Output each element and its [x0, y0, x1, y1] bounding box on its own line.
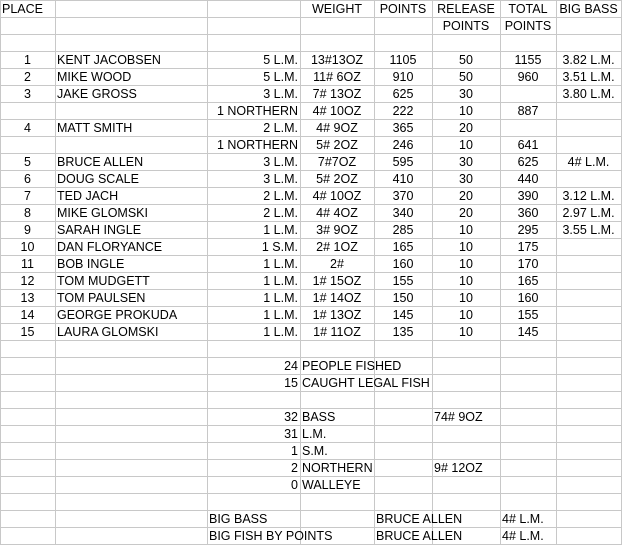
place-cell: 15 [20, 325, 35, 339]
big-bass-cell [556, 324, 621, 341]
release-points-cell: 50 [459, 53, 473, 67]
summary-label-cell: CAUGHT LEGAL FISH [302, 376, 430, 390]
release-points-cell: 10 [459, 308, 473, 322]
angler-name-cell: DOUG SCALE [57, 172, 139, 186]
big-bass-cell: 3.82 L.M. [562, 53, 615, 67]
summary-extra-cell [432, 426, 556, 443]
summary-extra-cell [432, 392, 556, 409]
points-cell: 222 [392, 104, 414, 118]
points-cell: 595 [392, 155, 414, 169]
points-cell: 410 [392, 172, 414, 186]
catch-cell: 1 L.M. [263, 223, 298, 237]
big-bass-cell [556, 273, 621, 290]
total-points-cell: 1155 [514, 53, 542, 67]
total-points-cell: 440 [517, 172, 539, 186]
points-cell: 370 [392, 189, 414, 203]
angler-name-cell: DAN FLORYANCE [57, 240, 163, 254]
summary-extra-cell [432, 375, 556, 392]
release-points-cell: 50 [459, 70, 473, 84]
weight-cell: 1# 14OZ [312, 291, 362, 305]
award-detail-cell: 4# L.M. [502, 512, 544, 526]
angler-name-cell: KENT JACOBSEN [57, 53, 161, 67]
catch-cell: 1 L.M. [263, 325, 298, 339]
points-cell: 910 [392, 70, 414, 84]
catch-cell: 2 L.M. [263, 121, 298, 135]
angler-name-cell: GEORGE PROKUDA [57, 308, 178, 322]
big-bass-cell [556, 239, 621, 256]
points-cell: 625 [392, 87, 414, 101]
award-detail-cell: 4# L.M. [502, 529, 544, 543]
big-bass-cell: 3.12 L.M. [562, 189, 615, 203]
summary-count-cell: 32 [284, 410, 298, 424]
header-place: PLACE [2, 2, 43, 16]
release-points-cell: 10 [459, 291, 473, 305]
angler-name-cell: TOM MUDGETT [57, 274, 150, 288]
catch-cell: 2 L.M. [263, 189, 298, 203]
weight-cell: 4# 4OZ [316, 206, 358, 220]
header-weight: WEIGHT [312, 2, 362, 16]
header-points: POINTS [379, 2, 427, 16]
place-cell: 3 [24, 87, 31, 101]
big-bass-cell [556, 256, 621, 273]
header-total-points: POINTS [504, 19, 552, 33]
angler-name-cell: MIKE GLOMSKI [57, 206, 148, 220]
weight-cell: 7#7OZ [317, 155, 357, 169]
weight-cell: 1# 15OZ [312, 274, 362, 288]
summary-label-cell: NORTHERN [302, 461, 373, 475]
place-cell: 4 [24, 121, 31, 135]
summary-extra-cell [432, 477, 556, 494]
catch-cell: 1 L.M. [263, 291, 298, 305]
weight-cell: 4# 10OZ [312, 104, 362, 118]
weight-cell: 4# 9OZ [316, 121, 358, 135]
total-points-cell [500, 86, 556, 103]
big-bass-cell [556, 137, 621, 154]
weight-cell: 2# [330, 257, 344, 271]
place-cell: 10 [20, 240, 35, 254]
catch-cell: 1 L.M. [263, 308, 298, 322]
points-cell: 150 [392, 291, 414, 305]
place-cell [0, 103, 55, 120]
header-big-bass: BIG BASS [559, 2, 618, 16]
points-cell: 285 [392, 223, 414, 237]
header-total: TOTAL [508, 2, 548, 16]
summary-count-cell: 24 [284, 359, 298, 373]
release-points-cell: 10 [459, 240, 473, 254]
catch-cell: 1 S.M. [261, 240, 298, 254]
summary-label-cell: S.M. [302, 444, 328, 458]
big-bass-cell: 4# L.M. [567, 155, 610, 169]
release-points-cell: 10 [459, 274, 473, 288]
place-cell: 5 [24, 155, 31, 169]
big-bass-cell [556, 171, 621, 188]
angler-name-cell: LAURA GLOMSKI [57, 325, 159, 339]
total-points-cell: 145 [517, 325, 539, 339]
big-bass-cell [556, 120, 621, 137]
big-bass-cell: 3.55 L.M. [562, 223, 615, 237]
total-points-cell: 360 [517, 206, 539, 220]
summary-label-cell: WALLEYE [302, 478, 361, 492]
place-cell: 13 [20, 291, 35, 305]
points-cell: 160 [392, 257, 414, 271]
points-cell: 365 [392, 121, 414, 135]
big-bass-cell [556, 290, 621, 307]
total-points-cell: 175 [517, 240, 539, 254]
weight-cell: 3# 9OZ [316, 223, 358, 237]
release-points-cell: 10 [459, 104, 473, 118]
award-winner-cell: BRUCE ALLEN [376, 529, 463, 543]
total-points-cell: 960 [517, 70, 539, 84]
award-winner-cell: BRUCE ALLEN [376, 512, 463, 526]
weight-cell: 2# 1OZ [316, 240, 358, 254]
catch-cell: 5 L.M. [263, 53, 298, 67]
summary-extra-cell: 74# 9OZ [434, 410, 483, 424]
angler-name-cell: SARAH INGLE [57, 223, 142, 237]
place-cell: 8 [24, 206, 31, 220]
summary-count-cell: 15 [284, 376, 298, 390]
angler-name-cell [55, 103, 207, 120]
angler-name-cell: JAKE GROSS [57, 87, 137, 101]
weight-cell: 4# 10OZ [312, 189, 362, 203]
place-cell [0, 137, 55, 154]
release-points-cell: 30 [459, 87, 473, 101]
release-points-cell: 20 [459, 189, 473, 203]
total-points-cell: 390 [517, 189, 539, 203]
points-cell: 246 [392, 138, 414, 152]
total-points-cell: 641 [517, 138, 539, 152]
release-points-cell: 30 [459, 155, 473, 169]
angler-name-cell: TOM PAULSEN [57, 291, 146, 305]
place-cell: 7 [24, 189, 31, 203]
summary-count-cell: 1 [291, 444, 298, 458]
angler-name-cell: TED JACH [57, 189, 119, 203]
release-points-cell: 10 [459, 138, 473, 152]
angler-name-cell: BRUCE ALLEN [57, 155, 144, 169]
angler-name-cell [55, 137, 207, 154]
summary-label-cell: PEOPLE FISHED [302, 359, 402, 373]
weight-cell: 11# 6OZ [313, 70, 361, 84]
place-cell: 14 [20, 308, 35, 322]
place-cell: 2 [24, 70, 31, 84]
award-title-cell: BIG BASS [209, 512, 268, 526]
summary-count-cell: 31 [284, 427, 298, 441]
header-release: RELEASE [437, 2, 495, 16]
total-points-cell: 165 [517, 274, 539, 288]
total-points-cell: 625 [517, 155, 539, 169]
weight-cell: 1# 13OZ [312, 308, 362, 322]
place-cell: 1 [24, 53, 31, 67]
total-points-cell: 170 [517, 257, 539, 271]
total-points-cell: 887 [517, 104, 539, 118]
catch-cell: 1 L.M. [263, 257, 298, 271]
points-cell: 145 [392, 308, 414, 322]
weight-cell: 5# 2OZ [316, 138, 358, 152]
weight-cell: 1# 11OZ [313, 325, 361, 339]
catch-cell: 5 L.M. [263, 70, 298, 84]
place-cell: 6 [24, 172, 31, 186]
catch-cell: 2 L.M. [263, 206, 298, 220]
summary-count-cell: 0 [291, 478, 298, 492]
big-bass-cell [556, 307, 621, 324]
angler-name-cell: MIKE WOOD [57, 70, 132, 84]
weight-cell: 7# 13OZ [312, 87, 362, 101]
total-points-cell: 155 [517, 308, 539, 322]
summary-label-cell: BASS [302, 410, 336, 424]
summary-extra-cell [432, 358, 556, 375]
catch-cell: 3 L.M. [263, 87, 298, 101]
summary-count-cell: 2 [291, 461, 298, 475]
place-cell: 11 [21, 257, 34, 271]
points-cell: 340 [392, 206, 414, 220]
summary-label-cell [300, 392, 432, 409]
big-bass-cell: 3.51 L.M. [562, 70, 615, 84]
release-points-cell: 10 [459, 257, 473, 271]
angler-name-cell: BOB INGLE [57, 257, 125, 271]
place-cell: 12 [20, 274, 35, 288]
weight-cell: 13#13OZ [310, 53, 364, 67]
total-points-cell: 160 [517, 291, 539, 305]
release-points-cell: 10 [459, 223, 473, 237]
summary-extra-cell: 9# 12OZ [434, 461, 483, 475]
big-bass-cell [556, 103, 621, 120]
summary-label-cell: L.M. [302, 427, 327, 441]
weight-cell: 5# 2OZ [316, 172, 358, 186]
points-cell: 165 [392, 240, 414, 254]
catch-cell: 1 NORTHERN [216, 138, 298, 152]
big-bass-cell: 3.80 L.M. [562, 87, 615, 101]
total-points-cell: 295 [517, 223, 539, 237]
points-cell: 1105 [389, 53, 417, 67]
summary-count-cell [207, 392, 300, 409]
big-bass-cell: 2.97 L.M. [562, 206, 615, 220]
place-cell: 9 [24, 223, 31, 237]
summary-extra-cell [432, 443, 556, 460]
release-points-cell: 10 [459, 325, 473, 339]
total-points-cell [500, 120, 556, 137]
catch-cell: 1 NORTHERN [216, 104, 298, 118]
catch-cell: 3 L.M. [263, 155, 298, 169]
header-release-points: POINTS [442, 19, 490, 33]
points-cell: 155 [392, 274, 414, 288]
catch-cell: 1 L.M. [263, 274, 298, 288]
angler-name-cell: MATT SMITH [57, 121, 133, 135]
release-points-cell: 20 [459, 121, 473, 135]
catch-cell: 3 L.M. [263, 172, 298, 186]
award-title-cell: BIG FISH BY POINTS [209, 529, 333, 543]
points-cell: 135 [392, 325, 414, 339]
release-points-cell: 20 [459, 206, 473, 220]
release-points-cell: 30 [459, 172, 473, 186]
